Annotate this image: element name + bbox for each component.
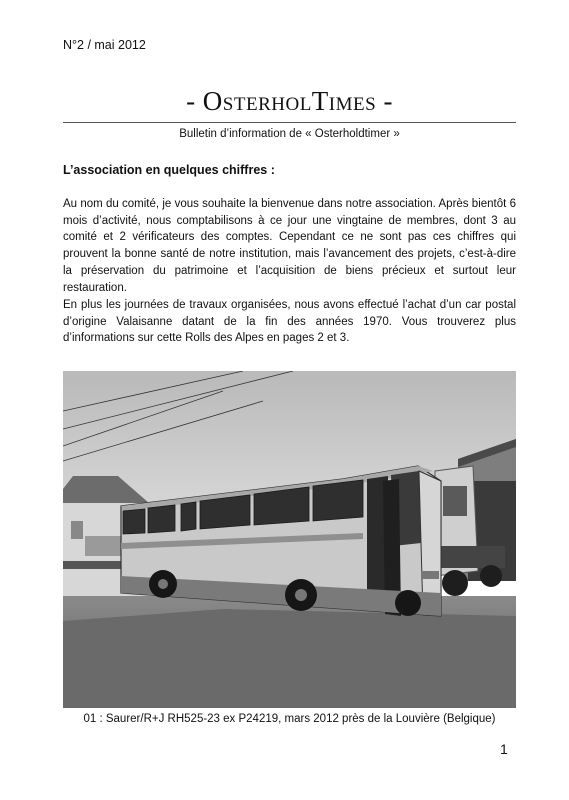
- bus-photo: [63, 371, 516, 708]
- issue-label: N°2 / mai 2012: [63, 38, 146, 52]
- masthead-subtitle: Bulletin d’information de « Osterholdtimer »: [179, 128, 400, 140]
- section-heading: L’association en quelques chiffres :: [63, 163, 275, 177]
- masthead-title: - OsterholTimes -: [186, 86, 393, 116]
- masthead-rule: [63, 122, 516, 123]
- paragraph-purchase: En plus les journées de travaux organisées, nous avons effectué l’achat d’un car postal d’origine Valaisanne datant de la fin des années 1970. Vous trouverez plus d’informations sur cette Rolls des Alpes en pages 2 et 3.: [63, 299, 516, 345]
- photo-caption: 01 : Saurer/R+J RH525-23 ex P24219, mars 2012 près de la Louvière (Belgique): [83, 713, 496, 725]
- paragraph-intro: Au nom du comité, je vous souhaite la bienvenue dans notre association. Après bientôt 6 mois d’activité, nous comptabilisons à ce jour une vingtaine de membres, dont 3 au comité et 2 vérificateurs des comptes. Cependant ce ne sont pas ces chiffres qui prouvent la bonne santé de notre institution, mais l’avancement des projets, c’est-à-dire la préservation du patrimoine et l’acquisition de biens précieux et surtout leur restauration.: [63, 198, 516, 294]
- page-number: 1: [500, 741, 508, 757]
